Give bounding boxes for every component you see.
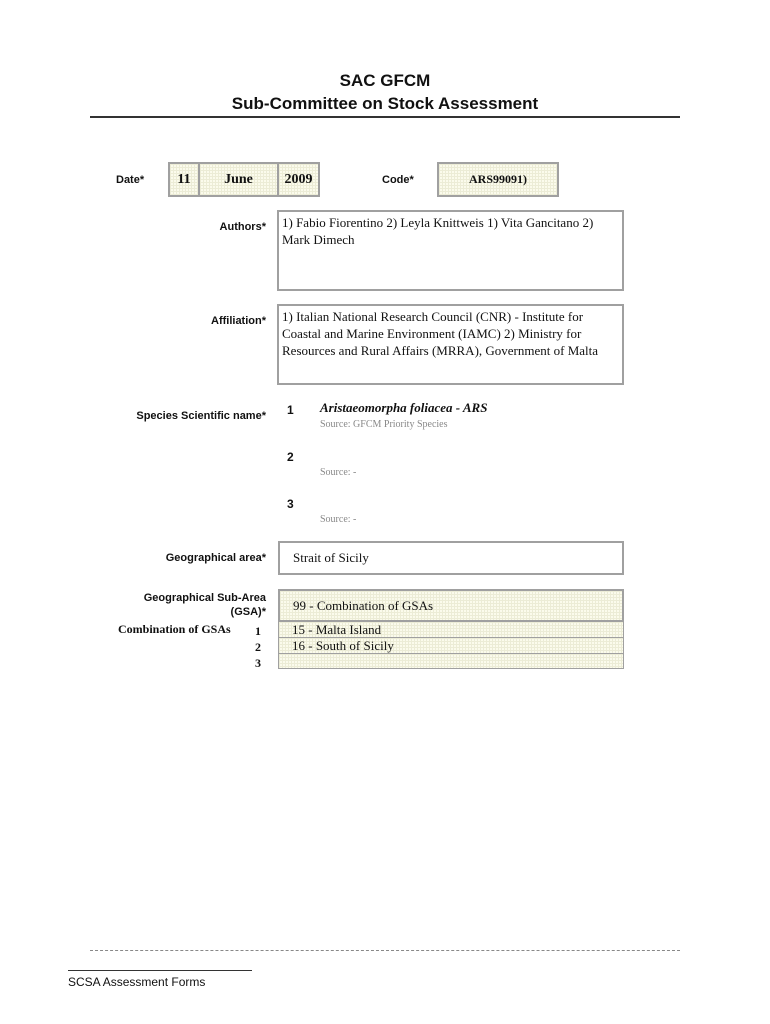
gsa-label-line-2: (GSA)* bbox=[230, 606, 266, 618]
geo-area-field[interactable]: Strait of Sicily bbox=[278, 541, 624, 575]
date-month-field[interactable]: June bbox=[198, 162, 279, 197]
affiliation-label: Affiliation* bbox=[211, 315, 266, 327]
species-number: 3 bbox=[287, 497, 294, 511]
date-day-field[interactable]: 11 bbox=[168, 162, 200, 197]
code-field[interactable]: ARS99091) bbox=[437, 162, 559, 197]
species-name[interactable]: Aristaeomorpha foliacea - ARS bbox=[320, 400, 488, 415]
combination-gsa-field[interactable] bbox=[278, 653, 624, 669]
title-line-1: SAC GFCM bbox=[339, 71, 431, 90]
date-year-field[interactable]: 2009 bbox=[277, 162, 320, 197]
footer-dashed-rule bbox=[90, 950, 680, 951]
gsa-field[interactable]: 99 - Combination of GSAs bbox=[278, 589, 624, 622]
species-source: Source: GFCM Priority Species bbox=[320, 419, 448, 430]
title-line-2: Sub-Committee on Stock Assessment bbox=[231, 94, 539, 113]
footer-text: SCSA Assessment Forms bbox=[68, 975, 206, 989]
affiliation-field[interactable]: 1) Italian National Research Council (CNR) - Institute for Coastal and Marine Environment (IAMC) 2) Ministry for Resources and Rural Affairs (MRRA), Government of Malta bbox=[277, 304, 624, 385]
combination-row-number: 3 bbox=[255, 656, 261, 670]
species-label: Species Scientific name* bbox=[136, 410, 266, 422]
header-rule bbox=[90, 116, 680, 118]
combination-gsa-field[interactable]: 15 - Malta Island bbox=[278, 621, 624, 638]
combination-row-number: 1 bbox=[255, 624, 261, 638]
species-source: Source: - bbox=[320, 467, 357, 478]
authors-field[interactable]: 1) Fabio Fiorentino 2) Leyla Knittweis 1) Vita Gancitano 2) Mark Dimech bbox=[277, 210, 624, 291]
code-label: Code* bbox=[382, 174, 414, 186]
combination-row-number: 2 bbox=[255, 640, 261, 654]
combination-gsa-field[interactable]: 16 - South of Sicily bbox=[278, 637, 624, 654]
authors-label: Authors* bbox=[219, 221, 266, 233]
species-number: 2 bbox=[287, 450, 294, 464]
date-label: Date* bbox=[116, 174, 145, 186]
geo-area-label: Geographical area* bbox=[165, 552, 266, 564]
gsa-label-line-1: Geographical Sub-Area bbox=[143, 592, 266, 604]
species-number: 1 bbox=[287, 403, 294, 417]
combination-label: Combination of GSAs bbox=[118, 622, 231, 636]
species-source: Source: - bbox=[320, 514, 357, 525]
footer-rule bbox=[68, 970, 252, 971]
